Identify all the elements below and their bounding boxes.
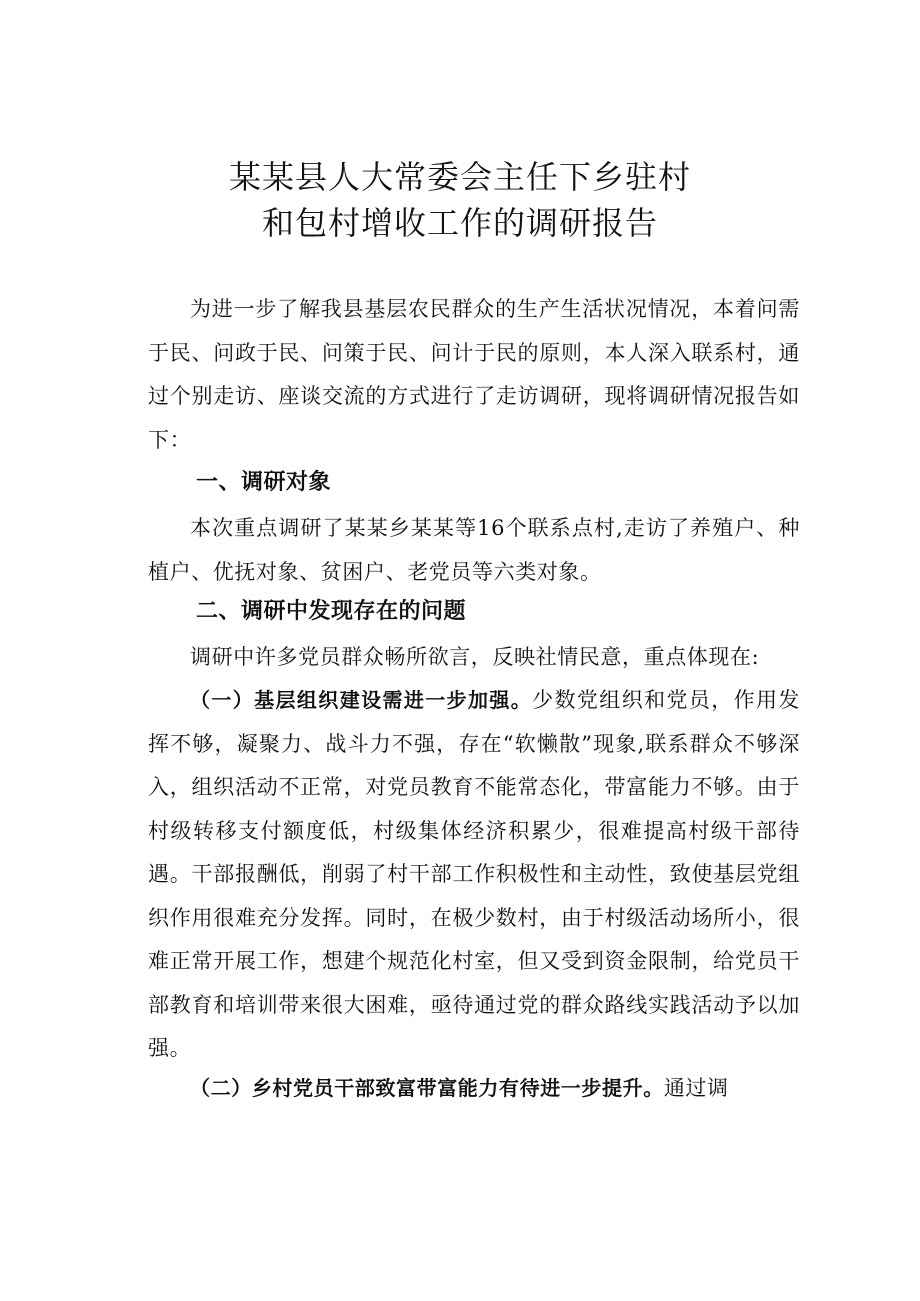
section-2-intro-paragraph: 调研中许多党员群众畅所欲言，反映社情民意，重点体现在: xyxy=(190,645,760,669)
document-title-line-1: 某某县人大常委会主任下乡驻村 xyxy=(228,158,691,196)
item-1-text: 少数党组织和党员，作用发挥不够，凝聚力、战斗力不强，存在“软懒散”现象,联系群众不够深入，组织活动不正常，对党员教育不能常态化，带富能力不够。由于村级转移支付额度低，村级集体经济积累少，很难提高村级干部待遇。干部报酬低，削弱了村干部工作积极性和主动性，致使基层党组织作用很难充分发挥。同时，在极少数村，由于村级活动场所小，很难正常开展工作，想建个规范化村室，但又受到资金限制，给党员干部教育和培训带来很大困难，亟待通过党的群众路线实践活动予以加强。 xyxy=(148,688,800,1060)
item-1-paragraph xyxy=(148,679,800,1071)
item-1-title: （一）基层组织建设需进一步加强。 xyxy=(190,688,533,712)
section-1-paragraph: 本次重点调研了某某乡某某等16个联系点村,走访了养殖户、种植户、优抚对象、贫困户、老党员等六类对象。 xyxy=(148,516,800,584)
item-2-paragraph xyxy=(148,1067,800,1111)
section-2-heading: 二、调研中发现存在的问题 xyxy=(196,599,467,624)
item-2-text: 通过调 xyxy=(663,1076,729,1100)
section-1-heading: 一、调研对象 xyxy=(196,470,332,495)
document-title-line-2: 和包村增收工作的调研报告 xyxy=(261,204,658,242)
item-2-title: （二）乡村党员干部致富带富能力有待进一步提升。 xyxy=(190,1076,664,1100)
intro-paragraph: 为进一步了解我县基层农民群众的生产生活状况情况，本着问需于民、问政于民、问策于民、问计于民的原则，本人深入联系村，通过个别走访、座谈交流的方式进行了走访调研，现将调研情况报告如下： xyxy=(148,297,800,452)
